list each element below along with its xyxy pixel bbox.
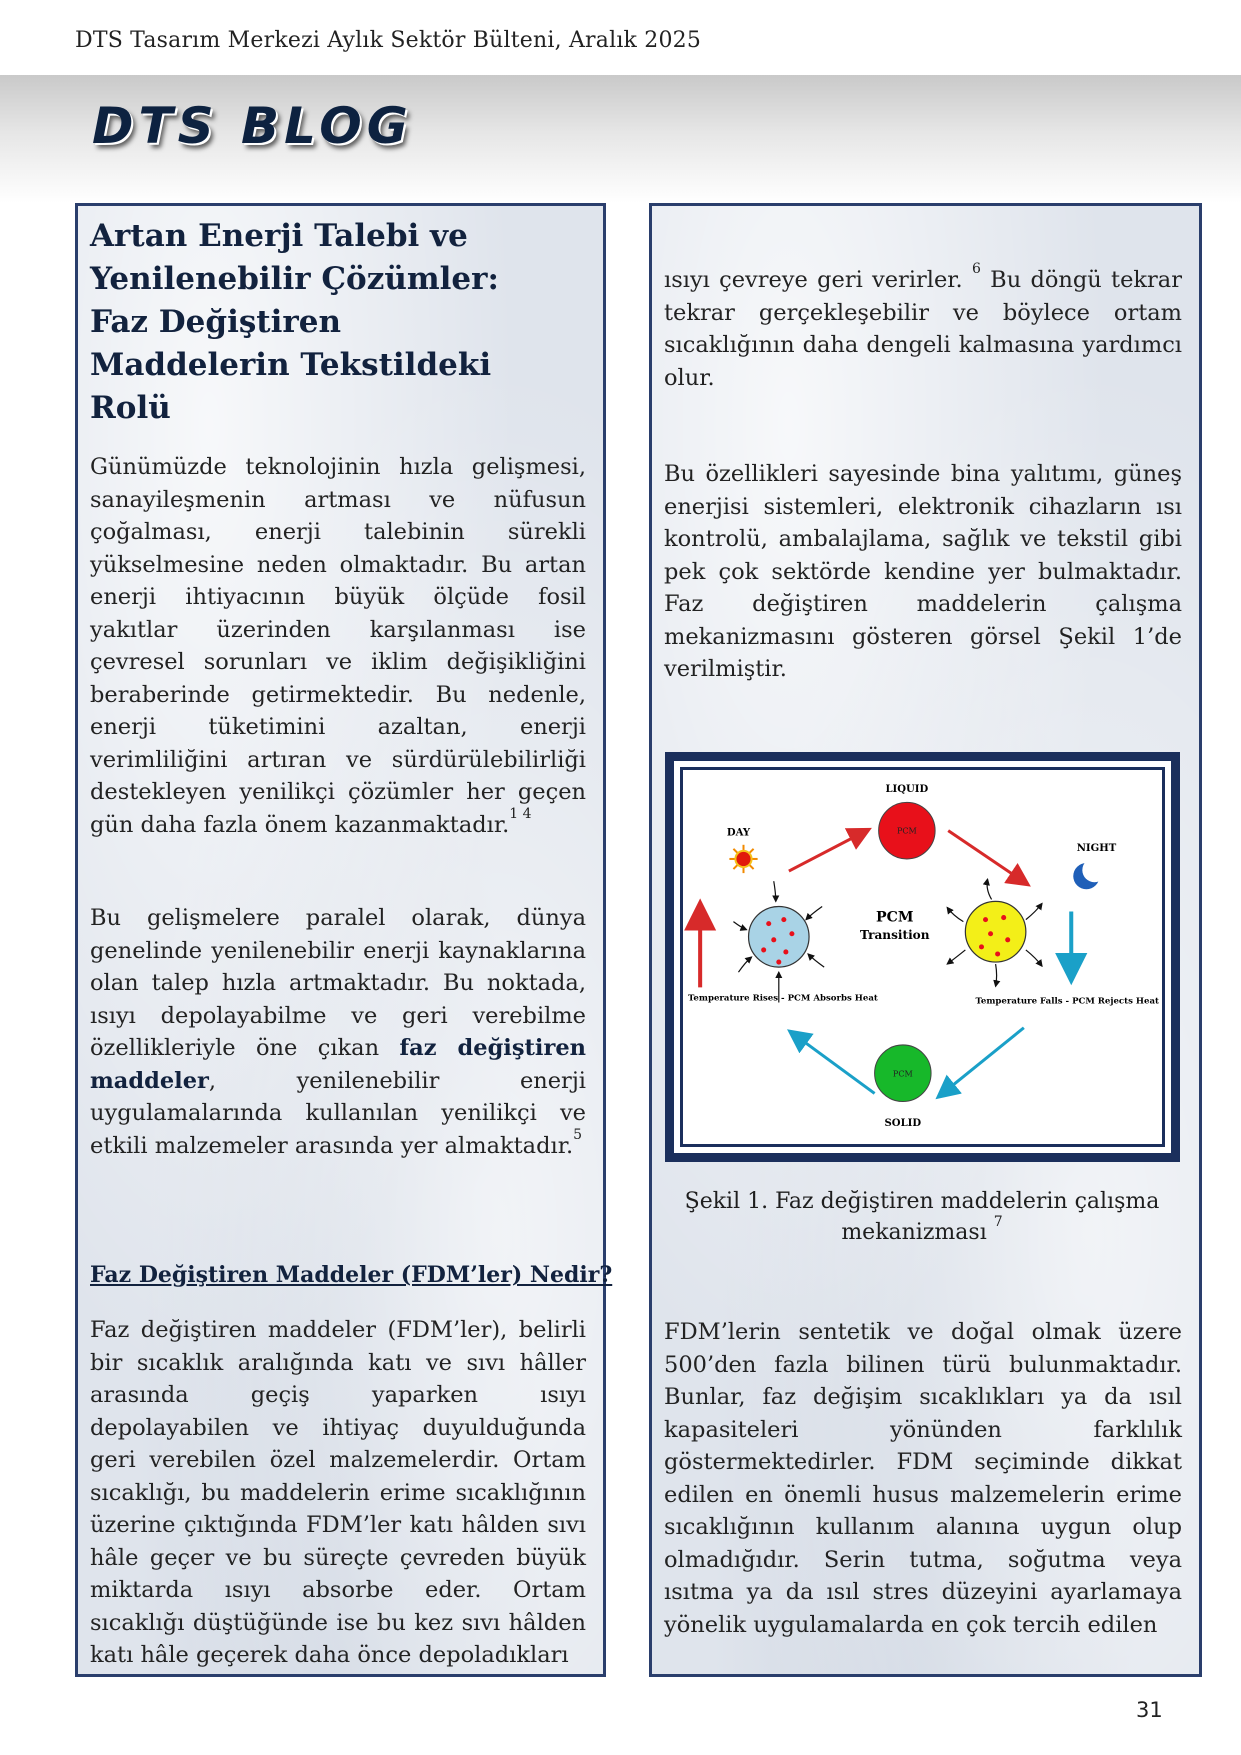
- paragraph-renewables: Bu gelişmelere paralel olarak, dünya genelinde yenilenebilir enerji kaynaklarına olan talep hızla artmaktadır. Bu noktada, ısıyı depolayabilme ve geri verebilme özellikleriyle öne çıkan faz değiştiren maddeler, yenilenebilir enerji uygulamalarında kullanılan yenilikçi ve etkili malzemeler arasında yer almaktadır.$^5$: [90, 905, 586, 1159]
- paragraph-cycle: ısıyı çevreye geri verirler. $^6$ Bu döngü tekrar tekrar gerçekleşebilir ve böylece ortam sıcaklığının daha dengeli kalmasına yardımcı olur.: [664, 261, 1182, 391]
- running-header: DTS Tasarım Merkezi Aylık Sektör Bülteni, Aralık 2025: [75, 28, 702, 53]
- bold-term: faz değiştiren maddeler: [90, 1035, 586, 1094]
- label-pcm-solid: PCM: [892, 1069, 913, 1079]
- label-transition: Transition: [859, 927, 930, 942]
- reference-7: 7: [993, 1214, 1003, 1230]
- arrow-to-night: [948, 831, 1026, 884]
- article-title: Artan Enerji Talebi ve Yenilenebilir Çözümler: Faz Değiştiren Maddelerin Tekstildeki Rolü: [90, 218, 499, 426]
- arrow-melting: [789, 831, 867, 871]
- paragraph-intro: Günümüzde teknolojinin hızla gelişmesi, sanayileşmenin artması ve nüfusun çoğalması, enerji talebinin sürekli yükselmesine neden olmaktadır. Bu artan enerji ihtiyacının büyük ölçüde fosil yakıtlar üzerinden karşılanması ise çevresel sorunları ve iklim değişikliğini beraberinde getirmektedir. Bu nedenle, enerji tüketimini azaltan, enerji verimliliğini artıran ve sürdürülebilirliği destekleyen yenilikçi çözümler her geçen gün daha fazla önem kazanmaktadır.$^{1 4}$: [90, 454, 586, 838]
- pcm-diagram: [683, 770, 1162, 1144]
- label-pcm-title: PCM: [876, 909, 914, 926]
- absorbing-pcm-particle: [733, 881, 824, 1002]
- label-solid: SOLID: [884, 1117, 922, 1129]
- paragraph-applications: Bu özellikleri sayesinde bina yalıtımı, güneş enerjisi sistemleri, elektronik cihazların ısı kontrolü, ambalajlama, sağlık ve tekstil gibi pek çok sektörde kendine yer bulmaktadır. Faz değiştiren maddelerin çalışma mekanizmasını gösteren görsel Şekil 1’de verilmiştir.: [664, 461, 1182, 682]
- label-liquid: LIQUID: [885, 784, 929, 796]
- rejecting-pcm-particle: [947, 879, 1042, 986]
- reference-5: 5: [573, 1126, 583, 1143]
- blog-logo: DTS BLOG: [92, 97, 413, 155]
- page-number: 31: [1136, 1698, 1163, 1722]
- figure-frame: [665, 752, 1180, 1162]
- paragraph-types: FDM’lerin sentetik ve doğal olmak üzere 500’den fazla bilinen türü bulunmaktadır. Bunlar, faz değişim sıcaklıkları ya da ısıl kapasiteleri yönünden farklılık göstermektedirler. FDM seçiminde dikkat edilen en önemli husus malzemelerin erime sıcaklığının kullanım alanına uygun olup olmadığıdır. Serin tutma, soğutma veya ısıtma ya da ısıl stres düzeyini ayarlamaya yönelik uygulamalarda en çok tercih edilen: [664, 1319, 1182, 1638]
- reference-6: 6: [971, 261, 981, 277]
- moon-icon: [1073, 858, 1106, 889]
- figure-caption: Şekil 1. Faz değiştiren maddelerin çalışma mekanizması $^7$: [684, 1189, 1160, 1245]
- label-temperature-falls: Temperature Falls - PCM Rejects Heat: [975, 996, 1159, 1007]
- arrow-to-rising: [792, 1033, 875, 1094]
- label-day: DAY: [726, 827, 751, 839]
- paragraph-definition: Faz değiştiren maddeler (FDM’ler), belirli bir sıcaklık aralığında katı ve sıvı hâller arasında geçiş yaparken ısıyı depolayabilen ve ihtiyaç duyulduğunda geri verebilen özel malzemelerdir. Ortam sıcaklığı, bu maddelerin erime sıcaklığının üzerine çıktığında FDM’ler katı hâlden sıvı hâle geçer ve bu süreçte çevreden büyük miktarda ısıyı absorbe eder. Ortam sıcaklığı düştüğünde ise bu kez sıvı hâlden katı hâle geçerek daha önce depoladıkları: [90, 1317, 586, 1668]
- figure-inner-border: [680, 767, 1165, 1147]
- sun-icon: [729, 845, 757, 873]
- label-temperature-rises: Temperature Rises - PCM Absorbs Heat: [688, 993, 878, 1004]
- label-night: NIGHT: [1076, 842, 1117, 854]
- arrow-solidifying: [940, 1028, 1024, 1096]
- label-pcm-liquid: PCM: [896, 826, 917, 836]
- reference-1-4: 1 4: [509, 805, 532, 822]
- section-heading: Faz Değiştiren Maddeler (FDM’ler) Nedir?: [90, 1262, 613, 1288]
